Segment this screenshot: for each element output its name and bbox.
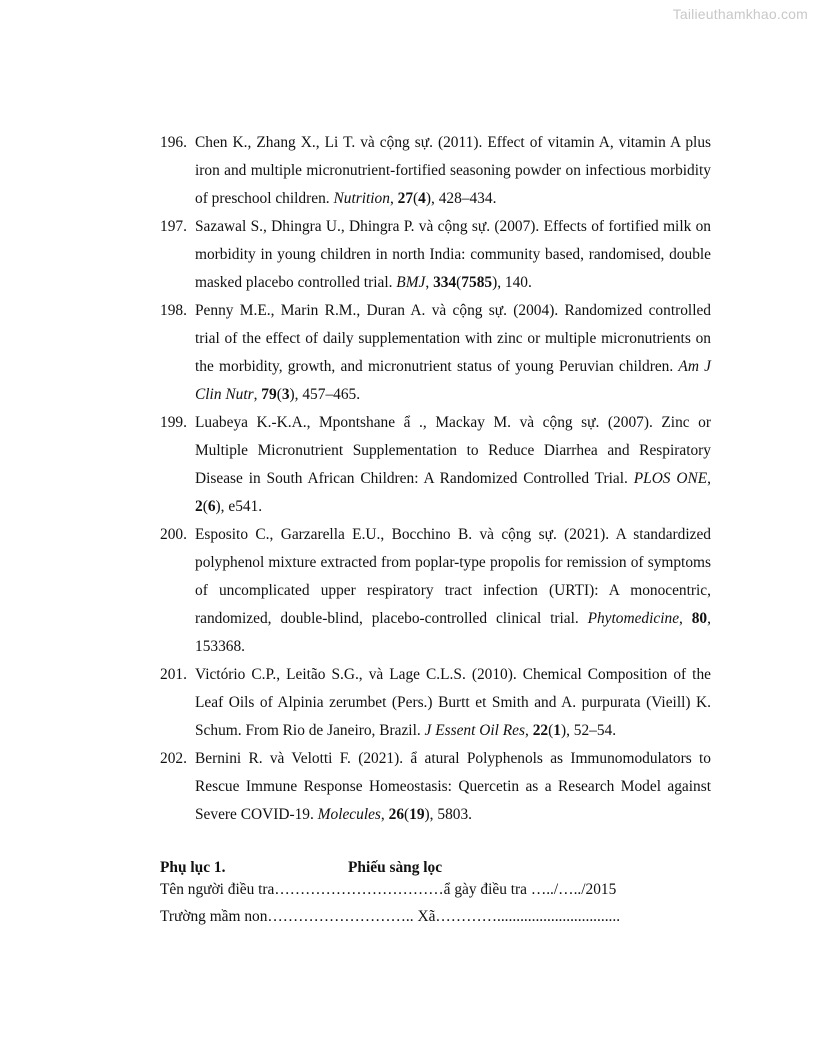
reference-text [195, 213, 711, 297]
volume-issue: 2 [195, 498, 203, 515]
volume-issue: 26 [388, 806, 405, 823]
journal-name: Molecules [317, 806, 381, 823]
surveyor-date-line: Tên người điều tra……………………………ẩ gày điều tra …../…../2015 [160, 881, 617, 898]
reference-fragment: , [525, 722, 533, 739]
reference-fragment: , [679, 610, 692, 627]
journal-name: BMJ [396, 274, 426, 291]
reference-text [195, 297, 711, 409]
appendix-heading [160, 857, 720, 879]
volume-issue: 19 [409, 806, 425, 823]
reference-fragment: Chen K., Zhang X., Li T. và cộng sự. (2011). Effect of vitamin A, vitamin A plus iron and multiple micronutrient-fortified seasoning powder on infectious morbidity of preschool children. [195, 134, 711, 207]
reference-item [160, 661, 711, 745]
reference-item [160, 409, 711, 521]
reference-fragment: ), 457–465. [289, 386, 361, 403]
journal-name: PLOS ONE [633, 470, 708, 487]
reference-number: 197. [160, 218, 187, 235]
reference-fragment: ( [202, 498, 208, 515]
reference-fragment: Penny M.E., Marin R.M., Duran A. và cộng sự. (2004). Randomized controlled trial of the effect of daily supplementation with zinc or multiple micronutrients on the morbidity, growth, and micronutrient status of young Peruvian children. [195, 302, 711, 375]
reference-number: 200. [160, 526, 187, 543]
reference-item [160, 297, 711, 409]
reference-item [160, 745, 711, 829]
reference-fragment: ( [404, 806, 410, 823]
volume-issue: 22 [532, 722, 549, 739]
reference-fragment: Victório C.P., Leitão S.G., và Lage C.L.S. (2010). Chemical Composition of the Leaf Oils of Alpinia zerumbet (Pers.) Burtt et Smith and A. purpurata (Vieill) K. Schum. From Rio de Janeiro, Brazil. [195, 666, 711, 739]
journal-name: Phytomedicine [587, 610, 680, 627]
reference-fragment: Sazawal S., Dhingra U., Dhingra P. và cộng sự. (2007). Effects of fortified milk on morbidity in young children in north India: community based, randomised, double masked placebo controlled trial. [195, 218, 711, 291]
volume-issue: 79 [261, 386, 277, 403]
reference-fragment: ( [456, 274, 462, 291]
reference-fragment: ), 140. [492, 274, 532, 291]
reference-fragment: , [707, 470, 712, 487]
volume-issue: 4 [418, 190, 426, 207]
reference-text [195, 129, 711, 213]
reference-fragment: ( [413, 190, 419, 207]
reference-fragment: ), 52–54. [560, 722, 617, 739]
reference-fragment: ), 428–434. [425, 190, 497, 207]
reference-fragment: , [389, 190, 398, 207]
reference-number: 196. [160, 134, 187, 151]
reference-number: 202. [160, 750, 187, 767]
reference-list [160, 129, 711, 829]
reference-fragment: ), 5803. [424, 806, 472, 823]
reference-fragment: , [253, 386, 262, 403]
journal-name: Am J Clin Nutr [195, 358, 711, 403]
reference-fragment: , 153368. [195, 610, 711, 655]
reference-fragment: Esposito C., Garzarella E.U., Bocchino B. và cộng sự. (2021). A standardized polyphenol mixture extracted from poplar-type propolis for remission of symptoms of uncomplicated upper respiratory tract infection (URTI): A monocentric, randomized, double-blind, placebo-controlled clinical trial. [195, 526, 711, 627]
volume-issue: 334 [433, 274, 457, 291]
reference-item [160, 129, 711, 213]
reference-fragment: , [425, 274, 434, 291]
reference-fragment: ( [548, 722, 554, 739]
volume-issue: 3 [281, 386, 290, 403]
journal-name: Nutrition [333, 190, 390, 207]
volume-issue: 6 [207, 498, 216, 515]
reference-fragment: ), e541. [215, 498, 263, 515]
reference-item [160, 213, 711, 297]
journal-name: J Essent Oil Res [424, 722, 525, 739]
reference-text [195, 745, 711, 829]
volume-issue: 1 [553, 722, 561, 739]
volume-issue: 27 [397, 190, 414, 207]
reference-fragment: , [380, 806, 389, 823]
volume-issue: 7585 [461, 274, 493, 291]
school-commune-line: Trường mầm non……………………….. Xã…………................................ [160, 908, 621, 925]
watermark: Tailieuthamkhao.com [672, 6, 808, 22]
appendix-label: Phụ lục 1. [160, 859, 226, 876]
reference-number: 198. [160, 302, 187, 319]
appendix-section [160, 857, 720, 928]
appendix-title: Phiếu sàng lọc [348, 859, 443, 876]
reference-text [195, 521, 711, 661]
reference-fragment: Bernini R. và Velotti F. (2021). ẩ atural Polyphenols as Immunomodulators to Rescue Immune Response Homeostasis: Quercetin as a Research Model against Severe COVID-19. [195, 750, 711, 823]
reference-text [195, 409, 711, 521]
volume-issue: 80 [691, 610, 708, 627]
reference-item [160, 521, 711, 661]
reference-fragment: Luabeya K.-K.A., Mpontshane ẩ ., Mackay M. và cộng sự. (2007). Zinc or Multiple Micronutrient Supplementation to Reduce Diarrhea and Respiratory Disease in South African Children: A Randomized Controlled Trial. [195, 414, 711, 487]
reference-fragment: ( [276, 386, 282, 403]
reference-number: 201. [160, 666, 187, 683]
reference-number: 199. [160, 414, 187, 431]
reference-text [195, 661, 711, 745]
